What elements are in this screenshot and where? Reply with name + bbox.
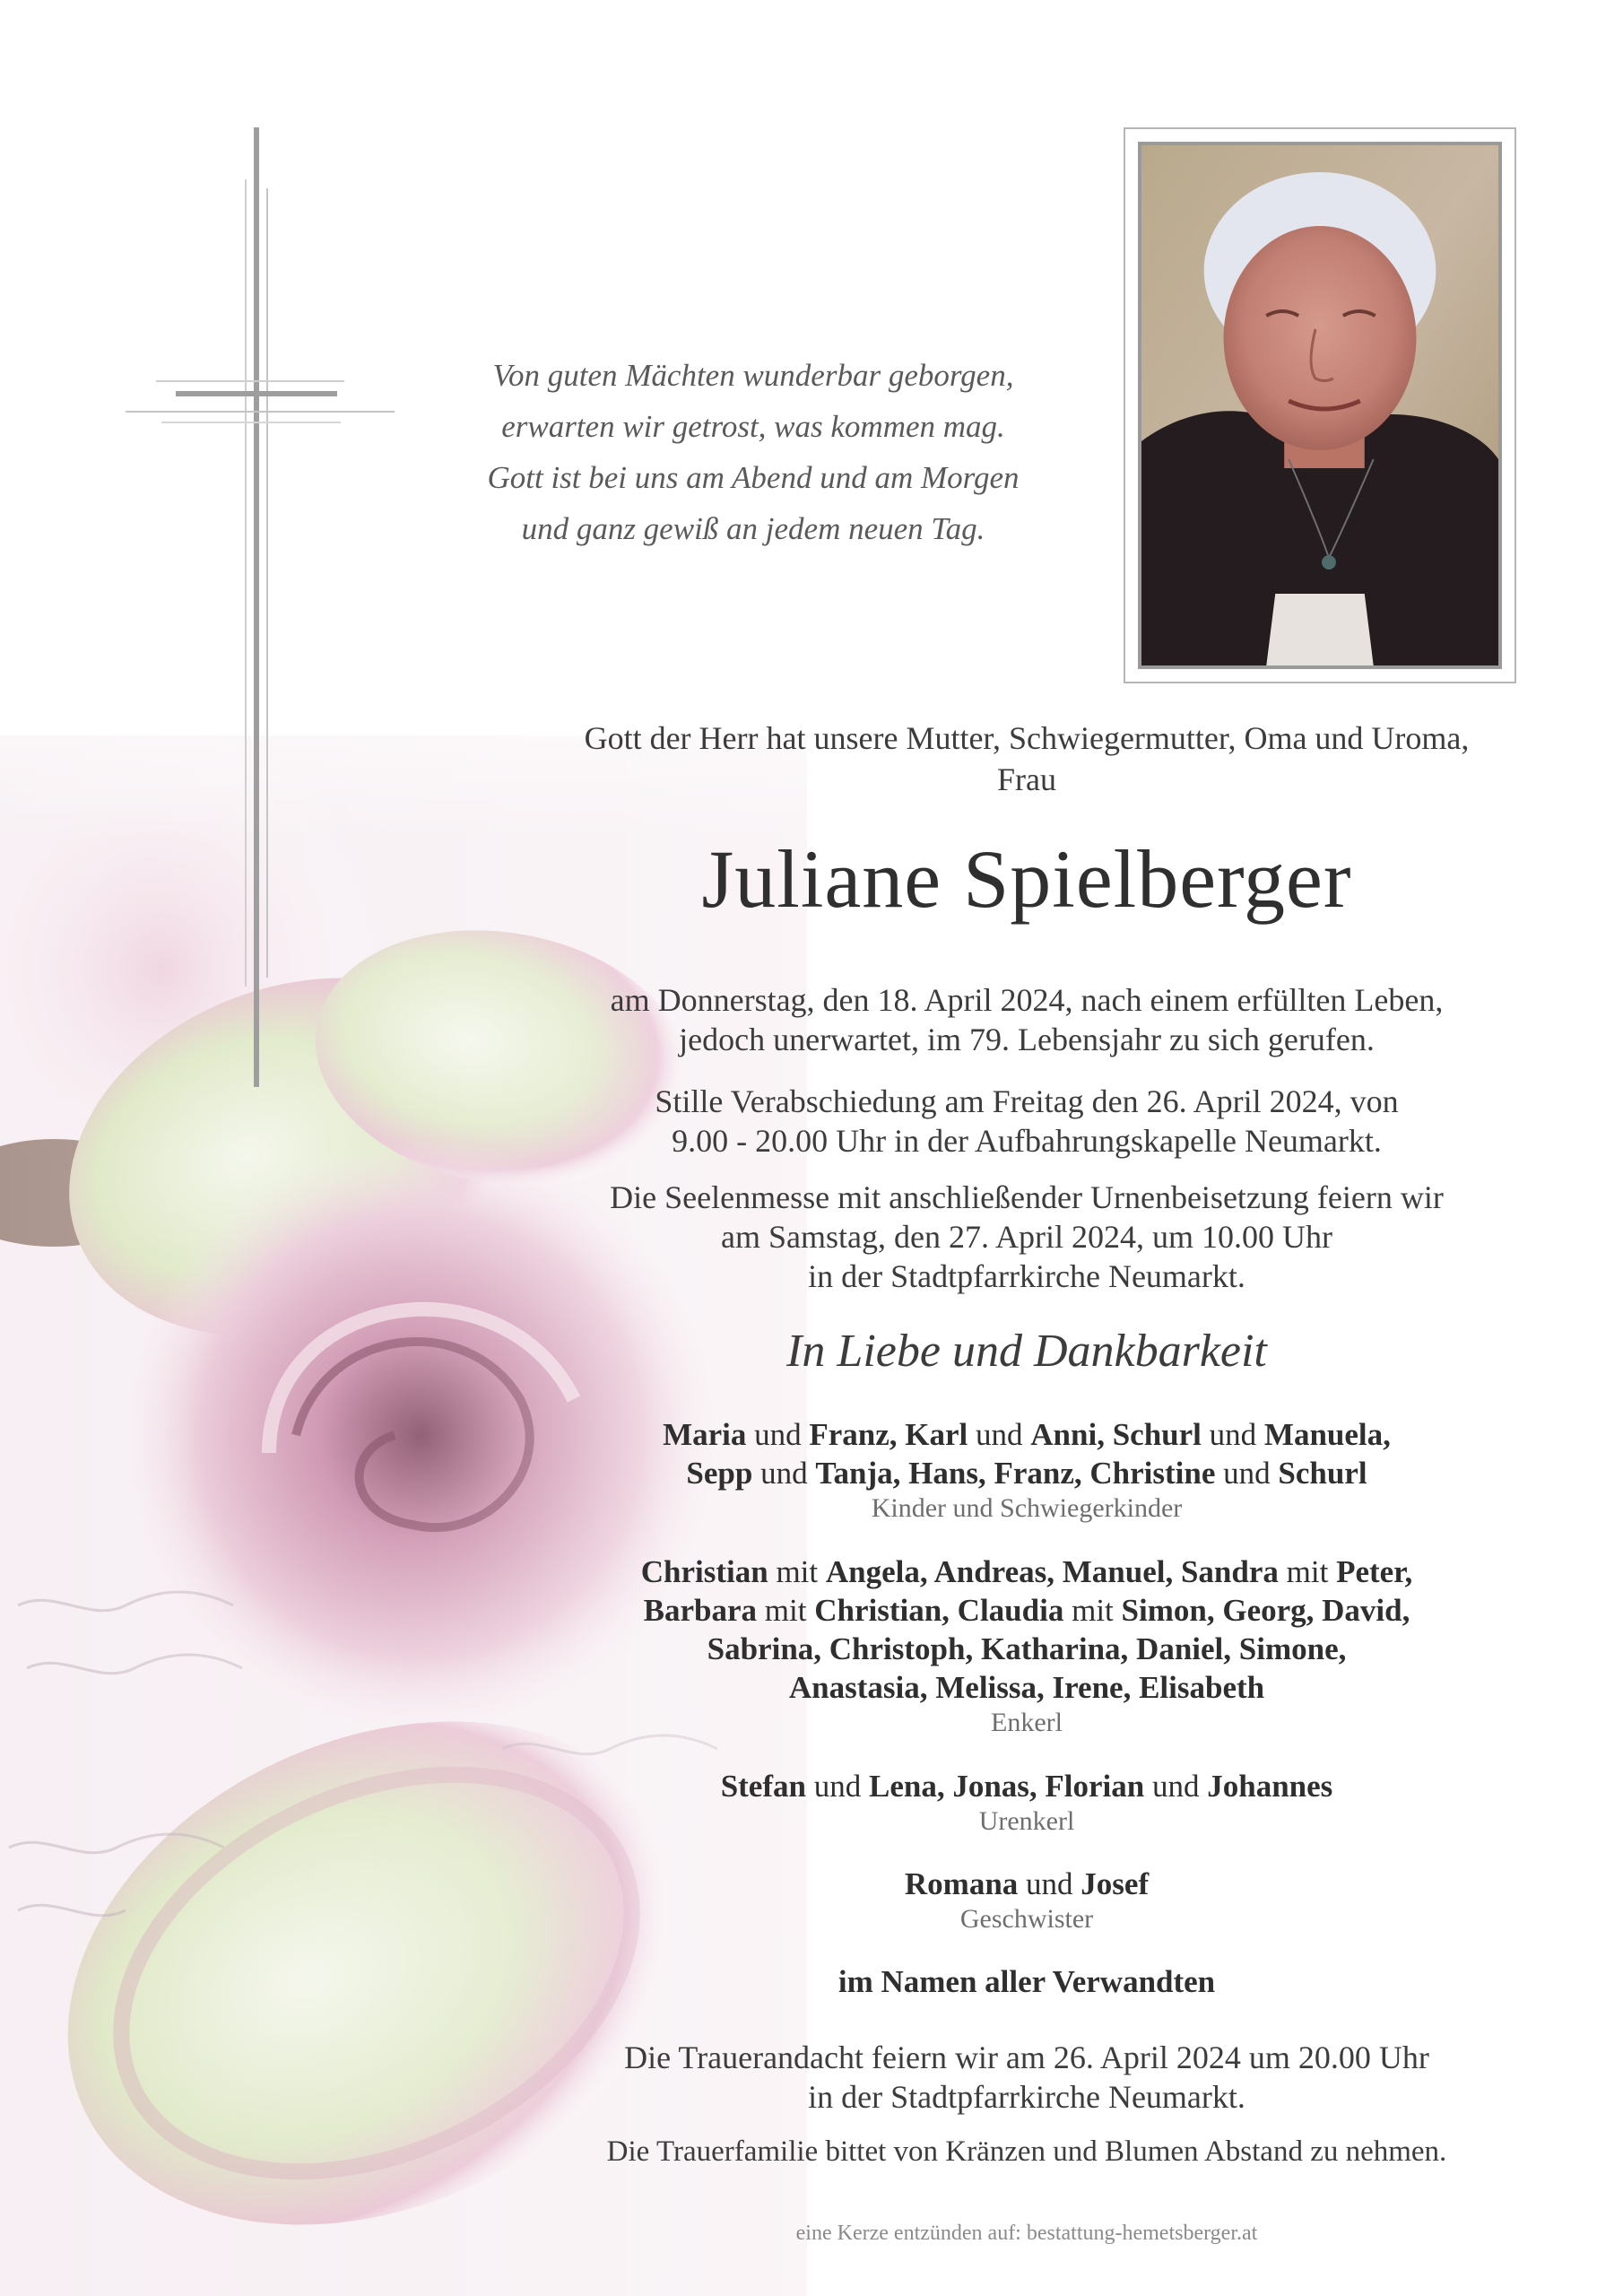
family-name: Romana <box>904 1866 1019 1901</box>
farewell-notice <box>502 1082 1551 1161</box>
family-connector: und <box>1215 1456 1279 1491</box>
family-name: Maria <box>663 1417 747 1452</box>
family-line <box>502 1591 1551 1630</box>
family-name: Tanja, <box>815 1456 901 1491</box>
family-name: Stefan <box>720 1769 806 1804</box>
cross-icon <box>117 126 404 1094</box>
family-name: Angela, Andreas, Manuel, Sandra <box>825 1554 1279 1589</box>
family-great-grandchildren <box>502 1767 1551 1838</box>
family-name: Johannes <box>1207 1769 1333 1804</box>
family-connector <box>900 1456 908 1491</box>
family-line <box>502 1767 1551 1805</box>
family-connector: und <box>1018 1866 1081 1901</box>
mass-line: in der Stadtpfarrkirche Neumarkt. <box>808 1258 1245 1294</box>
poem-line: Gott ist bei uns am Abend und am Morgen <box>487 460 1020 495</box>
family-name: Lena, Jonas, Florian <box>868 1769 1145 1804</box>
farewell-line: Stille Verabschiedung am Freitag den 26. April 2024, von <box>655 1083 1399 1119</box>
family-connector <box>1105 1417 1113 1452</box>
poem-line: Von guten Mächten wunderbar geborgen, <box>492 358 1014 393</box>
family-line <box>502 1865 1551 1903</box>
poem-line: und ganz gewiß an jedem neuen Tag. <box>521 511 985 546</box>
mass-line: Die Seelenmesse mit anschließender Urnenbeisetzung feiern wir <box>610 1179 1444 1215</box>
prayer-line: Die Trauerandacht feiern wir am 26. April 2024 um 20.00 Uhr <box>624 2039 1429 2075</box>
family-line <box>502 1668 1551 1707</box>
portrait-photo <box>1138 142 1502 669</box>
intro-line-frau: Frau <box>997 761 1056 797</box>
death-notice <box>502 980 1551 1059</box>
intro-text <box>502 718 1551 800</box>
family-name: Barbara <box>643 1593 758 1628</box>
relatives-line <box>502 1962 1551 2001</box>
family-name: Schurl <box>1112 1417 1202 1452</box>
family-name: Karl <box>905 1417 968 1452</box>
family-role: Geschwister <box>959 1904 1094 1934</box>
mass-line: am Samstag, den 27. April 2024, um 10.00 Uhr <box>721 1219 1332 1255</box>
family-connector: und <box>968 1417 1031 1452</box>
family-role: Urenkerl <box>978 1806 1075 1836</box>
family-name: Hans, <box>908 1456 986 1491</box>
death-notice-line: jedoch unerwartet, im 79. Lebensjahr zu sich gerufen. <box>679 1022 1375 1057</box>
family-name: Christian, Claudia <box>814 1593 1064 1628</box>
mass-notice <box>502 1178 1551 1296</box>
family-name: Anni, <box>1030 1417 1105 1452</box>
family-line <box>502 1415 1551 1454</box>
family-name: im Namen aller Verwandten <box>838 1964 1216 1999</box>
family-name: Manuela, <box>1263 1417 1391 1452</box>
family-connector: und <box>752 1456 816 1491</box>
family-name: Josef <box>1081 1866 1150 1901</box>
family-role: Enkerl <box>991 1708 1063 1737</box>
family-name: Simon, Georg, David, <box>1121 1593 1410 1628</box>
intro-line: Gott der Herr hat unsere Mutter, Schwiegermutter, Oma und Uroma, <box>584 720 1470 756</box>
family-name: Peter, <box>1336 1554 1413 1589</box>
family-connector <box>898 1417 906 1452</box>
family-connector: mit <box>768 1554 826 1589</box>
prayer-notice <box>502 2038 1551 2117</box>
family-connector: und <box>805 1769 869 1804</box>
family-connector: und <box>1144 1769 1208 1804</box>
family-line <box>502 1552 1551 1591</box>
family-name: Schurl <box>1278 1456 1367 1491</box>
farewell-line: 9.00 - 20.00 Uhr in der Aufbahrungskapelle Neumarkt. <box>672 1123 1382 1159</box>
family-name: Franz, <box>809 1417 898 1452</box>
family-connector: und <box>746 1417 810 1452</box>
family-name: Sepp <box>686 1456 753 1491</box>
death-notice-line: am Donnerstag, den 18. April 2024, nach einem erfüllten Leben, <box>610 982 1444 1018</box>
family-siblings <box>502 1865 1551 1935</box>
family-line <box>502 1630 1551 1668</box>
candle-website-link[interactable]: eine Kerze entzünden auf: bestattung-hemetsberger.at <box>795 2222 1258 2245</box>
family-grandchildren <box>502 1552 1551 1739</box>
family-connector: mit <box>1063 1593 1122 1628</box>
family-name: Christine <box>1089 1456 1216 1491</box>
portrait-frame <box>1124 127 1516 683</box>
family-role: Kinder und Schwiegerkinder <box>871 1493 1183 1523</box>
family-name: Sabrina, Christoph, Katharina, Daniel, Simone, <box>707 1631 1347 1666</box>
family-name: Christian <box>640 1554 768 1589</box>
flowers-request: Die Trauerfamilie bittet von Kränzen und Blumen Abstand zu nehmen. <box>606 2135 1447 2168</box>
family-connector: mit <box>757 1593 815 1628</box>
family-connector: und <box>1201 1417 1264 1452</box>
poem-line: erwarten wir getrost, was kommen mag. <box>501 409 1005 444</box>
family-children <box>502 1415 1551 1525</box>
gratitude-heading: In Liebe und Dankbarkeit <box>786 1326 1267 1377</box>
family-name: Anastasia, Melissa, Irene, Elisabeth <box>788 1670 1265 1705</box>
deceased-name: Juliane Spielberger <box>701 833 1352 925</box>
family-connector: mit <box>1278 1554 1337 1589</box>
poem <box>395 350 1112 554</box>
family-name: Franz, <box>994 1456 1082 1491</box>
family-line <box>502 1454 1551 1492</box>
prayer-line: in der Stadtpfarrkirche Neumarkt. <box>808 2079 1245 2115</box>
